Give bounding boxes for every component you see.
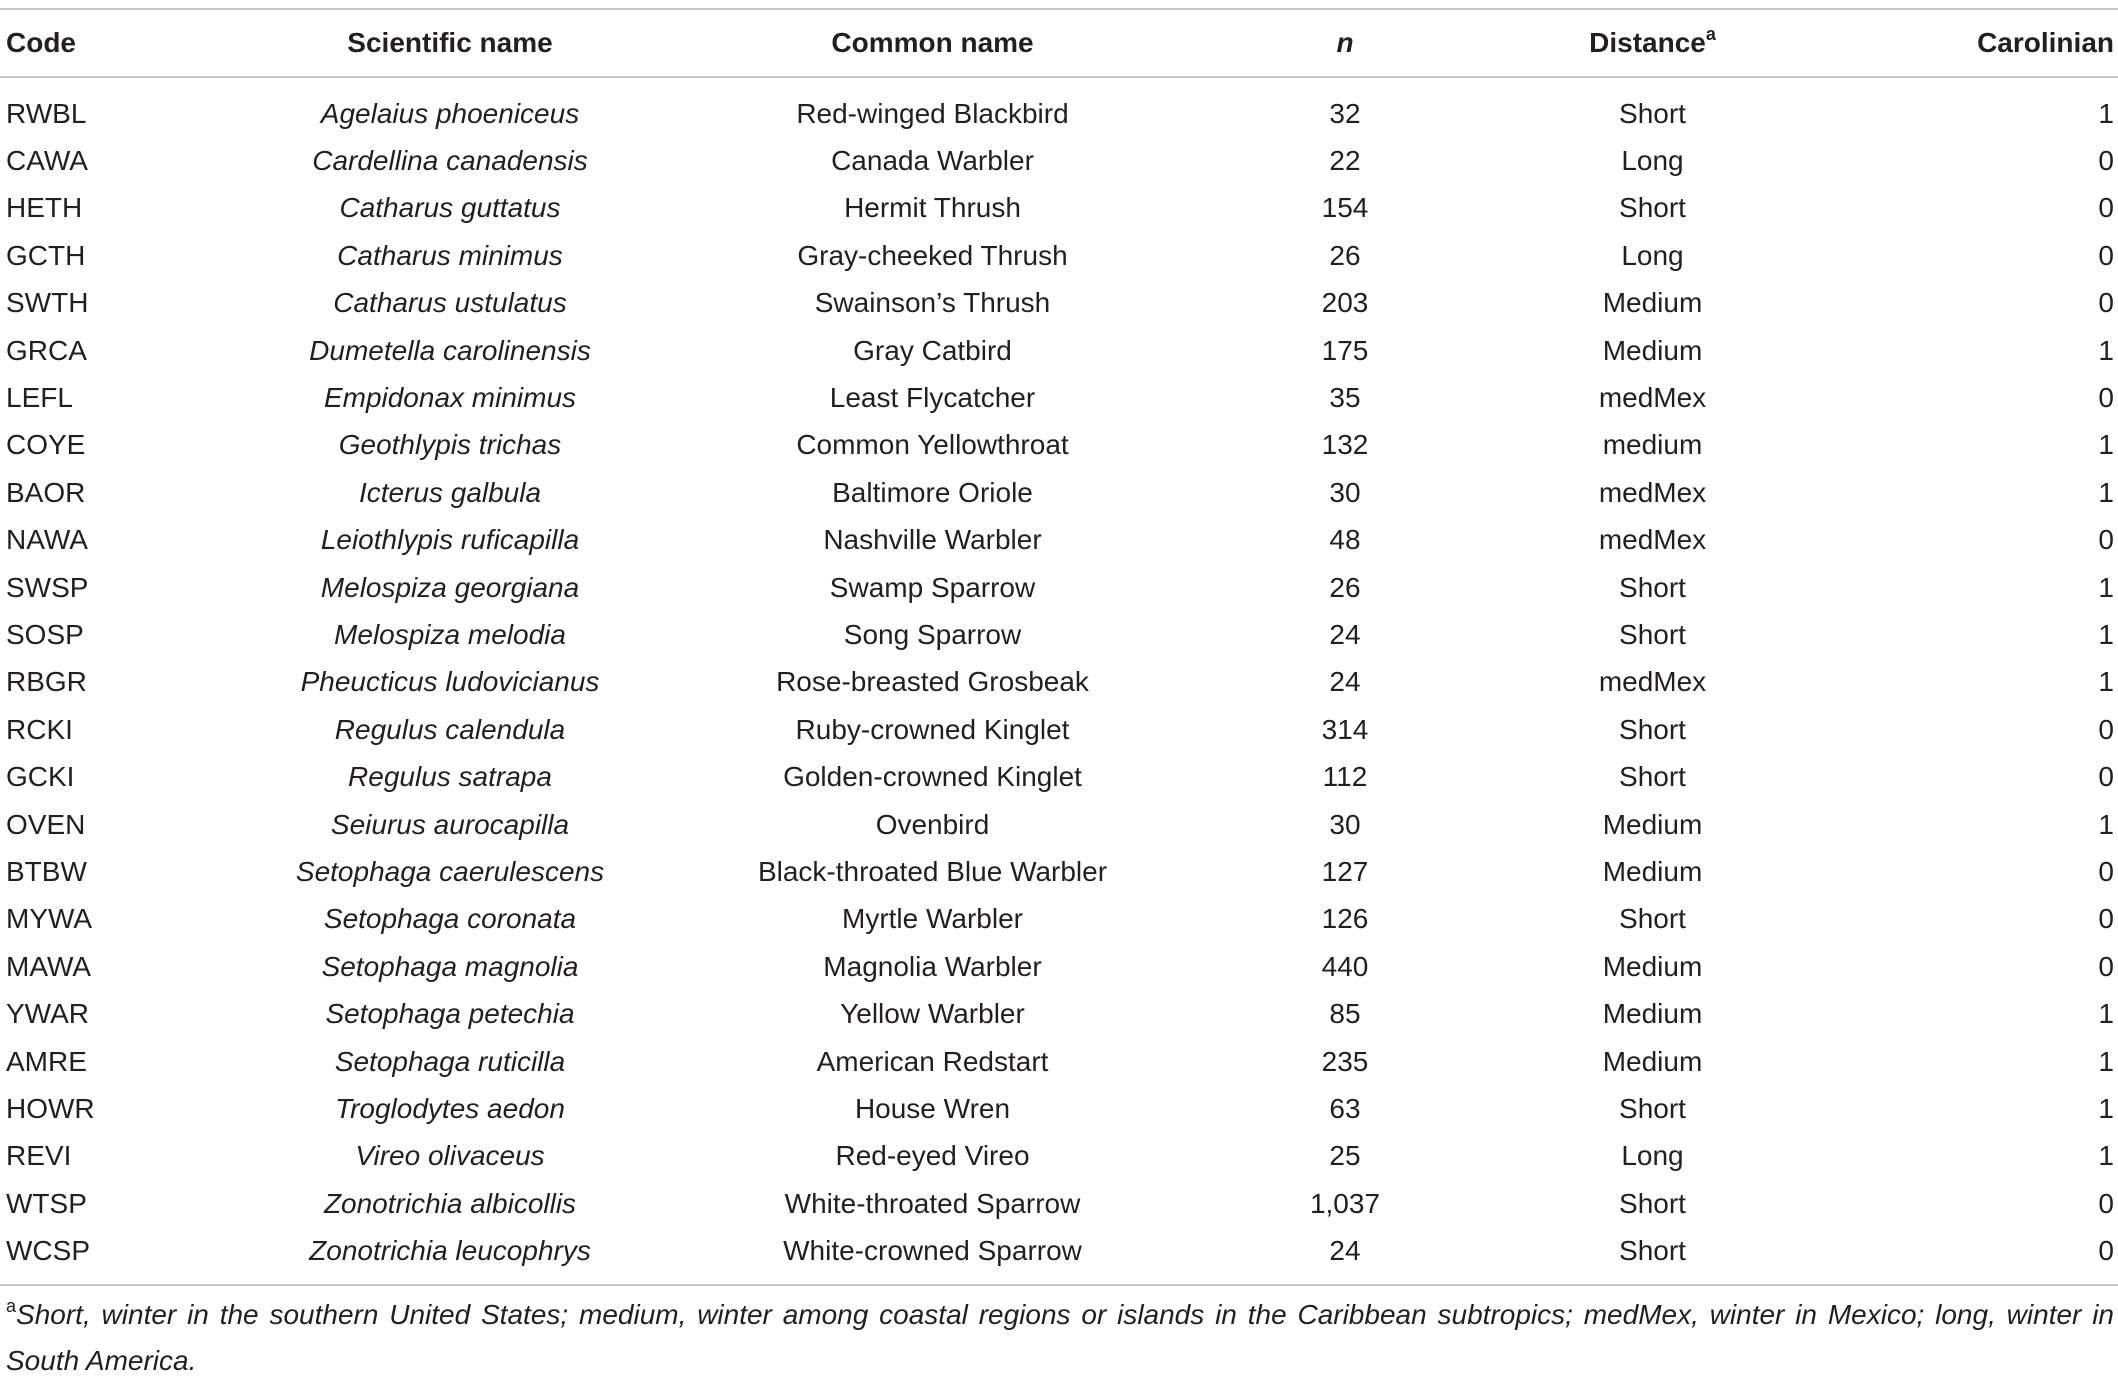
cell-code: MYWA <box>6 903 93 935</box>
cell-n: 203 <box>1321 287 1369 319</box>
cell-distance: medMex <box>1598 666 1707 698</box>
cell-carolinian: 1 <box>2098 998 2114 1030</box>
cell-distance: Long <box>1621 145 1684 177</box>
cell-scientific-name: Seiurus aurocapilla <box>330 808 570 840</box>
cell-scientific-name: Melospiza melodia <box>334 618 566 650</box>
cell-distance: Long <box>1621 239 1684 271</box>
table-row <box>0 137 2118 184</box>
cell-common-name: Yellow Warbler <box>840 998 1025 1030</box>
cell-carolinian: 1 <box>2098 97 2114 129</box>
cell-distance: Short <box>1619 761 1686 793</box>
cell-common-name: Gray Catbird <box>853 334 1012 366</box>
cell-code: YWAR <box>6 998 89 1030</box>
cell-scientific-name: Empidonax minimus <box>323 382 577 414</box>
cell-code: REVI <box>6 1140 72 1172</box>
table-header <box>0 10 2118 76</box>
table-row <box>0 185 2118 232</box>
cell-scientific-name: Agelaius phoeniceus <box>320 97 580 129</box>
cell-distance: Short <box>1619 713 1686 745</box>
table-row <box>0 943 2118 990</box>
cell-scientific-name: Catharus guttatus <box>339 192 561 224</box>
table-row <box>0 848 2118 895</box>
cell-carolinian: 0 <box>2098 713 2114 745</box>
cell-distance: medMex <box>1598 524 1707 556</box>
cell-code: HOWR <box>6 1092 95 1124</box>
cell-n: 25 <box>1329 1140 1361 1172</box>
table-row <box>0 422 2118 469</box>
cell-carolinian: 0 <box>2098 239 2114 271</box>
cell-scientific-name: Setophaga caerulescens <box>295 855 605 887</box>
cell-distance: Short <box>1619 1092 1686 1124</box>
cell-code: SOSP <box>6 618 84 650</box>
table-row <box>0 801 2118 848</box>
cell-common-name: Common Yellowthroat <box>796 429 1069 461</box>
header-carolinian: Carolinian <box>1977 27 2114 58</box>
cell-common-name: Swainson’s Thrush <box>814 287 1051 319</box>
cell-code: COYE <box>6 429 86 461</box>
cell-scientific-name: Vireo olivaceus <box>355 1140 545 1172</box>
cell-n: 112 <box>1322 761 1368 793</box>
cell-n: 85 <box>1329 998 1361 1030</box>
table-row <box>0 76 2118 137</box>
cell-common-name: White-throated Sparrow <box>784 1187 1081 1219</box>
cell-carolinian: 0 <box>2098 524 2114 556</box>
cell-scientific-name: Zonotrichia leucophrys <box>309 1235 591 1267</box>
cell-common-name: Red-winged Blackbird <box>796 97 1069 129</box>
header-distance-footnote-marker: a <box>1705 24 1716 44</box>
cell-carolinian: 0 <box>2098 855 2114 887</box>
cell-code: RBGR <box>6 666 87 698</box>
table-body <box>0 76 2118 1275</box>
cell-scientific-name: Melospiza georgiana <box>320 571 580 603</box>
cell-distance: medMex <box>1598 382 1707 414</box>
cell-common-name: Baltimore Oriole <box>832 476 1033 508</box>
cell-carolinian: 0 <box>2098 761 2114 793</box>
header-distance <box>1545 10 1760 76</box>
table-footnote <box>6 1292 2114 1384</box>
table-row <box>0 374 2118 421</box>
cell-distance: Medium <box>1602 855 1703 887</box>
table-row <box>0 564 2118 611</box>
footnote-marker: a <box>6 1296 17 1316</box>
cell-distance: Short <box>1619 618 1686 650</box>
cell-n: 48 <box>1329 524 1361 556</box>
cell-distance: Long <box>1621 1140 1684 1172</box>
cell-common-name: Nashville Warbler <box>823 524 1042 556</box>
cell-scientific-name: Regulus calendula <box>334 713 566 745</box>
cell-code: SWTH <box>6 287 89 319</box>
cell-n: 132 <box>1321 429 1369 461</box>
cell-n: 26 <box>1329 571 1361 603</box>
cell-n: 22 <box>1329 145 1361 177</box>
cell-scientific-name: Geothlypis trichas <box>338 429 562 461</box>
species-table <box>0 10 2118 1275</box>
cell-distance: Medium <box>1602 334 1703 366</box>
cell-scientific-name: Cardellina canadensis <box>312 145 588 177</box>
cell-carolinian: 0 <box>2098 145 2114 177</box>
footnote-text: Short, winter in the southern United States; medium, winter among coastal regions or islands in the Caribbean subtropics; medMex, winter in Mexico; long, winter in South America. <box>6 1299 2114 1376</box>
table-row <box>0 659 2118 706</box>
cell-code: GCKI <box>6 761 75 793</box>
cell-carolinian: 0 <box>2098 192 2114 224</box>
header-common-name: Common name <box>831 27 1034 58</box>
cell-carolinian: 1 <box>2098 666 2114 698</box>
cell-distance: Medium <box>1602 950 1703 982</box>
cell-n: 154 <box>1321 192 1369 224</box>
cell-carolinian: 0 <box>2098 950 2114 982</box>
cell-distance: Short <box>1619 1235 1686 1267</box>
cell-code: OVEN <box>6 808 86 840</box>
cell-n: 440 <box>1321 950 1369 982</box>
cell-scientific-name: Setophaga ruticilla <box>334 1045 566 1077</box>
cell-common-name: Least Flycatcher <box>829 382 1036 414</box>
header-row <box>0 10 2118 76</box>
cell-distance: Medium <box>1602 998 1703 1030</box>
cell-carolinian: 1 <box>2098 1045 2114 1077</box>
cell-code: HETH <box>6 192 83 224</box>
cell-carolinian: 1 <box>2098 334 2114 366</box>
cell-carolinian: 0 <box>2098 903 2114 935</box>
table-row <box>0 232 2118 279</box>
cell-n: 24 <box>1329 618 1361 650</box>
cell-code: MAWA <box>6 950 92 982</box>
cell-carolinian: 0 <box>2098 382 2114 414</box>
cell-common-name: Red-eyed Vireo <box>835 1140 1030 1172</box>
table-row <box>0 611 2118 658</box>
cell-common-name: Black-throated Blue Warbler <box>757 855 1108 887</box>
table-row <box>0 706 2118 753</box>
header-code: Code <box>6 27 76 58</box>
cell-code: RWBL <box>6 97 87 129</box>
cell-n: 32 <box>1329 97 1361 129</box>
cell-code: RCKI <box>6 713 73 745</box>
cell-scientific-name: Catharus ustulatus <box>333 287 567 319</box>
header-n: n <box>1336 27 1354 58</box>
cell-code: GCTH <box>6 239 86 271</box>
cell-carolinian: 1 <box>2098 1140 2114 1172</box>
cell-scientific-name: Pheucticus ludovicianus <box>300 666 600 698</box>
cell-code: CAWA <box>6 145 88 177</box>
cell-scientific-name: Icterus galbula <box>358 476 542 508</box>
cell-carolinian: 1 <box>2098 429 2114 461</box>
cell-distance: Short <box>1619 97 1686 129</box>
cell-scientific-name: Catharus minimus <box>337 239 563 271</box>
cell-code: LEFL <box>6 382 73 414</box>
cell-carolinian: 0 <box>2098 287 2114 319</box>
cell-common-name: Ovenbird <box>875 808 990 840</box>
cell-common-name: White-crowned Sparrow <box>783 1235 1082 1267</box>
cell-carolinian: 1 <box>2098 476 2114 508</box>
cell-common-name: American Redstart <box>816 1045 1049 1077</box>
cell-code: GRCA <box>6 334 87 366</box>
cell-scientific-name: Zonotrichia albicollis <box>323 1187 577 1219</box>
cell-scientific-name: Regulus satrapa <box>348 761 552 793</box>
cell-n: 63 <box>1329 1092 1361 1124</box>
cell-common-name: Magnolia Warbler <box>823 950 1042 982</box>
table-row <box>0 1038 2118 1085</box>
cell-carolinian: 1 <box>2098 618 2114 650</box>
cell-common-name: Canada Warbler <box>831 145 1034 177</box>
cell-n: 175 <box>1321 334 1369 366</box>
cell-n: 1,037 <box>1309 1187 1381 1219</box>
cell-carolinian: 0 <box>2098 1235 2114 1267</box>
cell-distance: medium <box>1602 429 1703 461</box>
cell-n: 35 <box>1329 382 1361 414</box>
cell-scientific-name: Setophaga magnolia <box>321 950 579 982</box>
cell-code: AMRE <box>6 1045 87 1077</box>
cell-n: 24 <box>1329 666 1361 698</box>
cell-carolinian: 1 <box>2098 571 2114 603</box>
table-row <box>0 327 2118 374</box>
cell-code: WTSP <box>6 1187 87 1219</box>
cell-distance: Short <box>1619 571 1686 603</box>
table-row <box>0 517 2118 564</box>
cell-common-name: Hermit Thrush <box>844 192 1021 224</box>
table-bottom-rule <box>0 1284 2118 1286</box>
cell-carolinian: 0 <box>2098 1187 2114 1219</box>
table-row <box>0 1085 2118 1132</box>
cell-common-name: Rose-breasted Grosbeak <box>776 666 1089 698</box>
cell-distance: medMex <box>1598 476 1707 508</box>
cell-n: 30 <box>1329 476 1361 508</box>
cell-distance: Short <box>1619 192 1686 224</box>
cell-scientific-name: Setophaga coronata <box>323 903 577 935</box>
cell-common-name: Song Sparrow <box>843 618 1022 650</box>
cell-common-name: Golden-crowned Kinglet <box>783 761 1082 793</box>
cell-n: 30 <box>1329 808 1361 840</box>
cell-code: WCSP <box>6 1235 90 1267</box>
cell-n: 314 <box>1321 713 1369 745</box>
cell-scientific-name: Dumetella carolinensis <box>309 334 591 366</box>
cell-common-name: Swamp Sparrow <box>829 571 1036 603</box>
table-row <box>0 1133 2118 1180</box>
cell-carolinian: 1 <box>2098 808 2114 840</box>
cell-code: BAOR <box>6 476 86 508</box>
cell-n: 26 <box>1329 239 1361 271</box>
table-row <box>0 469 2118 516</box>
cell-n: 127 <box>1321 855 1369 887</box>
table-row <box>0 1180 2118 1227</box>
table-row <box>0 1227 2118 1274</box>
cell-code: NAWA <box>6 524 88 556</box>
cell-scientific-name: Setophaga petechia <box>325 998 575 1030</box>
cell-common-name: Myrtle Warbler <box>842 903 1023 935</box>
cell-scientific-name: Troglodytes aedon <box>335 1092 565 1124</box>
cell-common-name: Ruby-crowned Kinglet <box>795 713 1070 745</box>
cell-n: 235 <box>1321 1045 1369 1077</box>
header-scientific-name: Scientific name <box>347 27 553 58</box>
cell-scientific-name: Leiothlypis ruficapilla <box>320 524 580 556</box>
cell-distance: Medium <box>1602 287 1703 319</box>
table-row <box>0 753 2118 800</box>
table-row <box>0 990 2118 1037</box>
cell-distance: Short <box>1619 903 1686 935</box>
header-distance-label: Distance <box>1589 27 1706 58</box>
cell-code: BTBW <box>6 855 87 887</box>
table-row <box>0 280 2118 327</box>
cell-n: 126 <box>1321 903 1369 935</box>
cell-common-name: House Wren <box>854 1092 1011 1124</box>
cell-distance: Medium <box>1602 1045 1703 1077</box>
cell-code: SWSP <box>6 571 89 603</box>
table-row <box>0 896 2118 943</box>
cell-common-name: Gray-cheeked Thrush <box>797 239 1068 271</box>
cell-n: 24 <box>1329 1235 1361 1267</box>
cell-carolinian: 1 <box>2098 1092 2114 1124</box>
cell-distance: Medium <box>1602 808 1703 840</box>
cell-distance: Short <box>1619 1187 1686 1219</box>
